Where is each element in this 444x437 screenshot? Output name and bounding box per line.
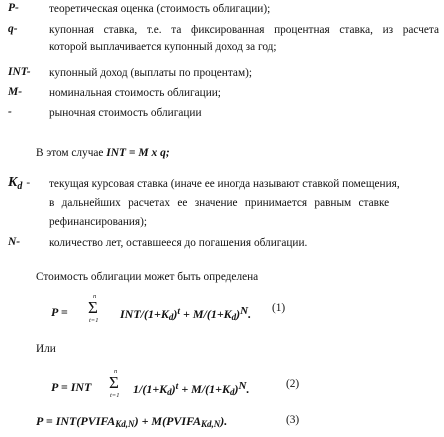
definition-q bbox=[49, 22, 439, 55]
definition-line: в дальнейших расчетах ее значение принимается равным ставке bbox=[49, 197, 390, 209]
value-sentence: Стоимость облигации может быть определена bbox=[36, 271, 259, 283]
term-q: q- bbox=[8, 23, 18, 35]
definition-line: номинальная стоимость облигации; bbox=[49, 87, 221, 99]
formula-2-sum-bottom: t=1 bbox=[110, 392, 120, 399]
definition-line: теоретическая оценка (стоимость облигации); bbox=[49, 3, 271, 15]
formula-1-body: INT/$(1+K_d)^t + M/(1+K_d)N$. bbox=[120, 305, 252, 322]
definition-line: которой выплачивается купонный доход за год; bbox=[49, 40, 277, 53]
formula-1-lhs: P = bbox=[51, 305, 68, 319]
case-formula: INT = M x q; bbox=[106, 147, 170, 159]
formula-3-number: (3) bbox=[286, 414, 300, 426]
term-kd: $K_d$ - bbox=[8, 175, 31, 192]
definition-line: текущая курсовая ставка (иначе ее иногда называют ставкой помещения, bbox=[49, 178, 400, 190]
formula-3-body: $P = INT(PVIFA_{Kd,N})$ + $M(PVIFA_{Kd,N})$. bbox=[36, 414, 228, 429]
formula-2-body: $1/(1+K_d)^t + M/(1+K_d)N$. bbox=[133, 380, 250, 397]
term-p: P- bbox=[8, 2, 19, 14]
formula-2-lhs: P = INT bbox=[51, 380, 92, 394]
term-n: N- bbox=[8, 236, 21, 248]
term-dash: - bbox=[8, 106, 12, 118]
definition-line: купонный доход (выплаты по процентам); bbox=[49, 67, 252, 79]
formula-1-number: (1) bbox=[272, 302, 286, 314]
definition-line: купонная ставка, т.е. та фиксированная процентная ставка, из расчета bbox=[49, 24, 439, 36]
or-text: Или bbox=[36, 343, 56, 355]
term-m: M- bbox=[8, 86, 23, 98]
definition-line: рыночная стоимость облигации bbox=[49, 107, 202, 119]
formula-1-sum-sign: Σ bbox=[88, 298, 98, 317]
term-int: INT- bbox=[8, 66, 31, 78]
definition-line: количество лет, оставшееся до погашения облигации. bbox=[49, 237, 308, 249]
definition-kd bbox=[49, 175, 439, 232]
formula-1-sum-bottom: t=1 bbox=[89, 317, 99, 324]
definition-market bbox=[49, 105, 439, 122]
case-text: В этом случае bbox=[36, 147, 104, 159]
definition-n bbox=[49, 235, 439, 252]
definition-m bbox=[49, 85, 439, 102]
definition-int bbox=[49, 65, 439, 82]
definition-line: рефинансирования); bbox=[49, 216, 148, 228]
definition-p bbox=[49, 1, 439, 18]
formula-1-sum-top: n bbox=[93, 293, 97, 300]
formula-2-sum-top: n bbox=[114, 368, 118, 375]
case-sentence bbox=[36, 146, 170, 160]
formula-2-sum-sign: Σ bbox=[109, 373, 119, 392]
formula-2-number: (2) bbox=[286, 378, 300, 390]
